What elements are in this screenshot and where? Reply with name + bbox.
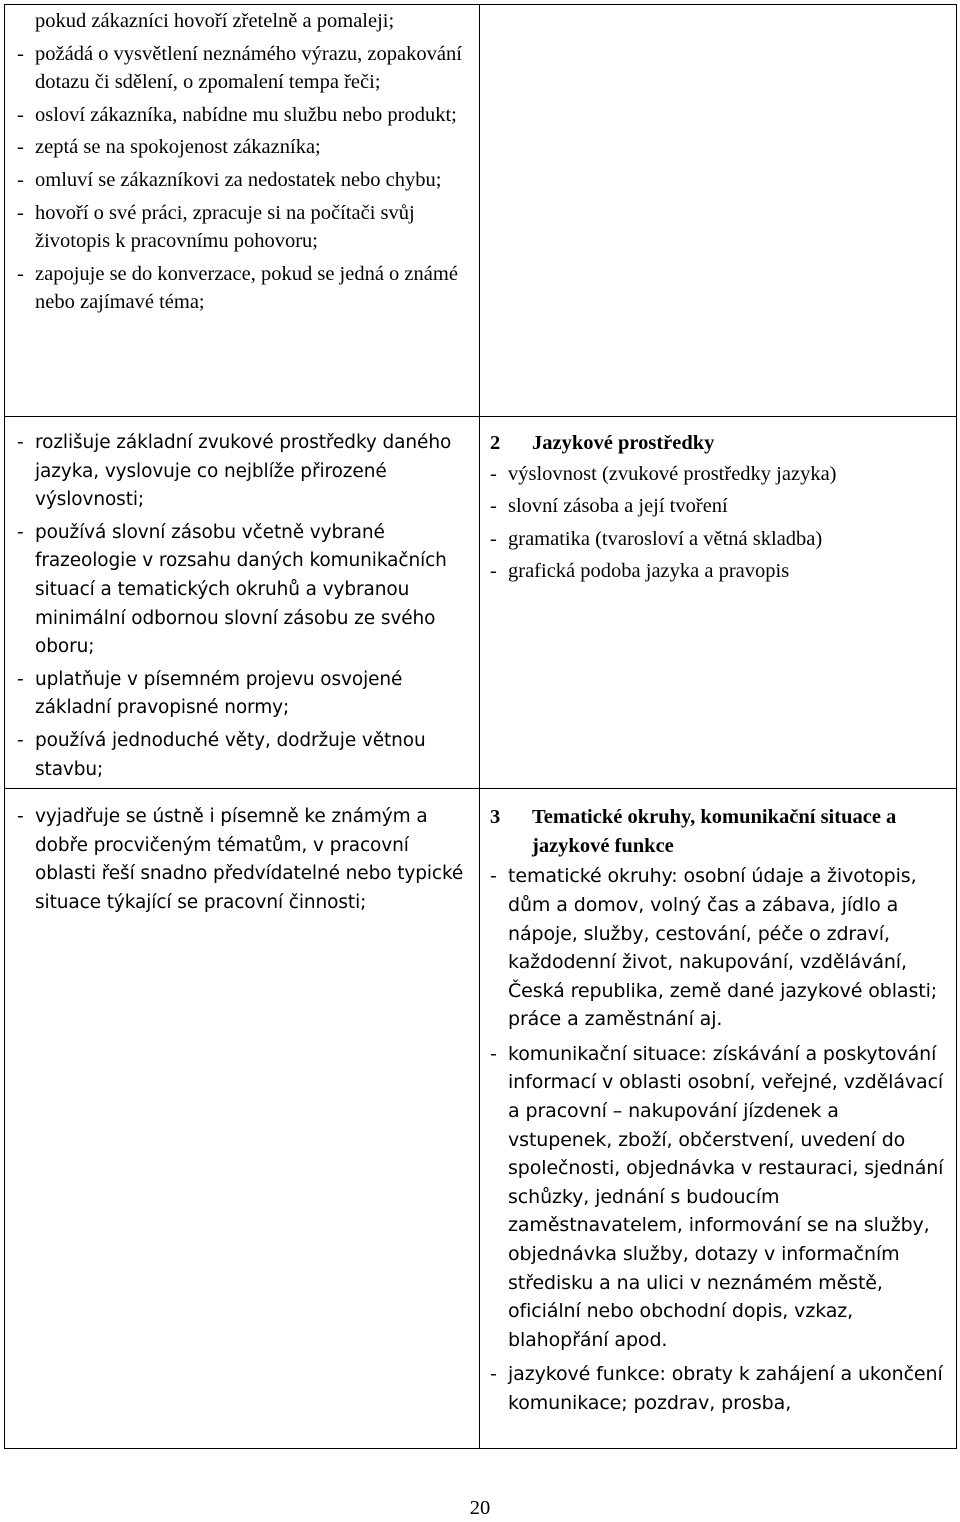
list-item: - používá jednoduché věty, dodržuje větnou stavbu; [17,729,426,780]
list-item: - jazykové funkce: obraty k zahájení a ukončení komunikace; pozdrav, prosba, [490,1363,943,1414]
section-heading [490,429,948,458]
list-item: - grafická podoba jazyka a pravopis [490,560,790,583]
section-title: Tematické okruhy, komunikační situace a jazykové funkce [532,806,897,857]
continuation-line: pokud zákazníci hovoří zřetelně a pomaleji; [35,10,395,32]
list-item: - požádá o vysvětlení neznámého výrazu, zopakování dotazu či sdělení, o zpomalení tempa řeči; [17,42,462,94]
list-item: - zeptá se na spokojenost zákazníka; [17,136,321,159]
left-cell-3 [5,789,480,1449]
page-number: 20 [469,1497,491,1519]
list-item: - tematické okruhy: osobní údaje a životopis, dům a domov, volný čas a zábava, jídlo a nápoje, služby, cestování, péče o zdraví, každodenní život, nakupování, vzdělávání, Česká republika, země dané jazykové oblasti; práce a zaměstnání aj. [490,865,938,1031]
table-row [5,417,957,789]
right-cell-2 [480,417,957,789]
list-item: - osloví zákazníka, nabídne mu službu nebo produkt; [17,103,457,126]
table-row [5,5,957,417]
list-item: - hovoří o své práci, zpracuje si na počítači svůj životopis k pracovnímu pohovoru; [17,201,415,253]
section-heading [490,803,948,860]
table-row [5,789,957,1449]
section-2 [480,417,956,586]
list-item: - uplatňuje v písemném projevu osvojené základní pravopisné normy; [17,668,403,719]
list-item: - gramatika (tvarosloví a větná skladba) [490,527,823,550]
list-item: - rozlišuje základní zvukové prostředky daného jazyka, vyslovuje co nejblíže přirozené výslovnosti; [17,432,452,511]
list-item: - používá slovní zásobu včetně vybrané frazeologie v rozsahu daných komunikačních situací a tematických okruhů a vybranou minimální odbornou slovní zásobu ze svého oboru; [17,521,447,658]
section-3 [480,789,956,1417]
list-item: - výslovnost (zvukové prostředky jazyka) [490,462,837,485]
left-cell-1 [5,5,480,417]
list-item: - zapojuje se do konverzace, pokud se jedná o známé nebo zajímavé téma; [17,262,458,314]
left-cell-2 [5,417,480,789]
list-item: - vyjadřuje se ústně i písemně ke známým a dobře procvičeným tématům, v pracovní oblasti řeší snadno předvídatelné nebo typické situace týkající se pracovní činnosti; [17,806,464,913]
list-item: - omluví se zákazníkovi za nedostatek nebo chybu; [17,168,442,191]
curriculum-table [4,4,957,1449]
right-cell-1 [480,5,957,417]
list-item: - slovní zásoba a její tvoření [490,495,728,518]
section-number: 2 [490,432,501,454]
right-cell-3 [480,789,957,1449]
section-title: Jazykové prostředky [532,432,715,454]
list-item: - komunikační situace: získávání a poskytování informací v oblasti osobní, veřejné, vzdělávací a pracovní – nakupování jízdenek a vstupenek, zboží, občerstvení, uvedení do společnosti, objednávka v restauraci, sjednání schůzky, jednání s budoucím zaměstnavatelem, informování se na služby, objednávka služby, dotazy v informačním středisku a na ulici v neznámém městě, oficiální nebo obchodní dopis, vzkaz, blahopřání apod. [490,1042,944,1351]
section-number: 3 [490,806,501,829]
